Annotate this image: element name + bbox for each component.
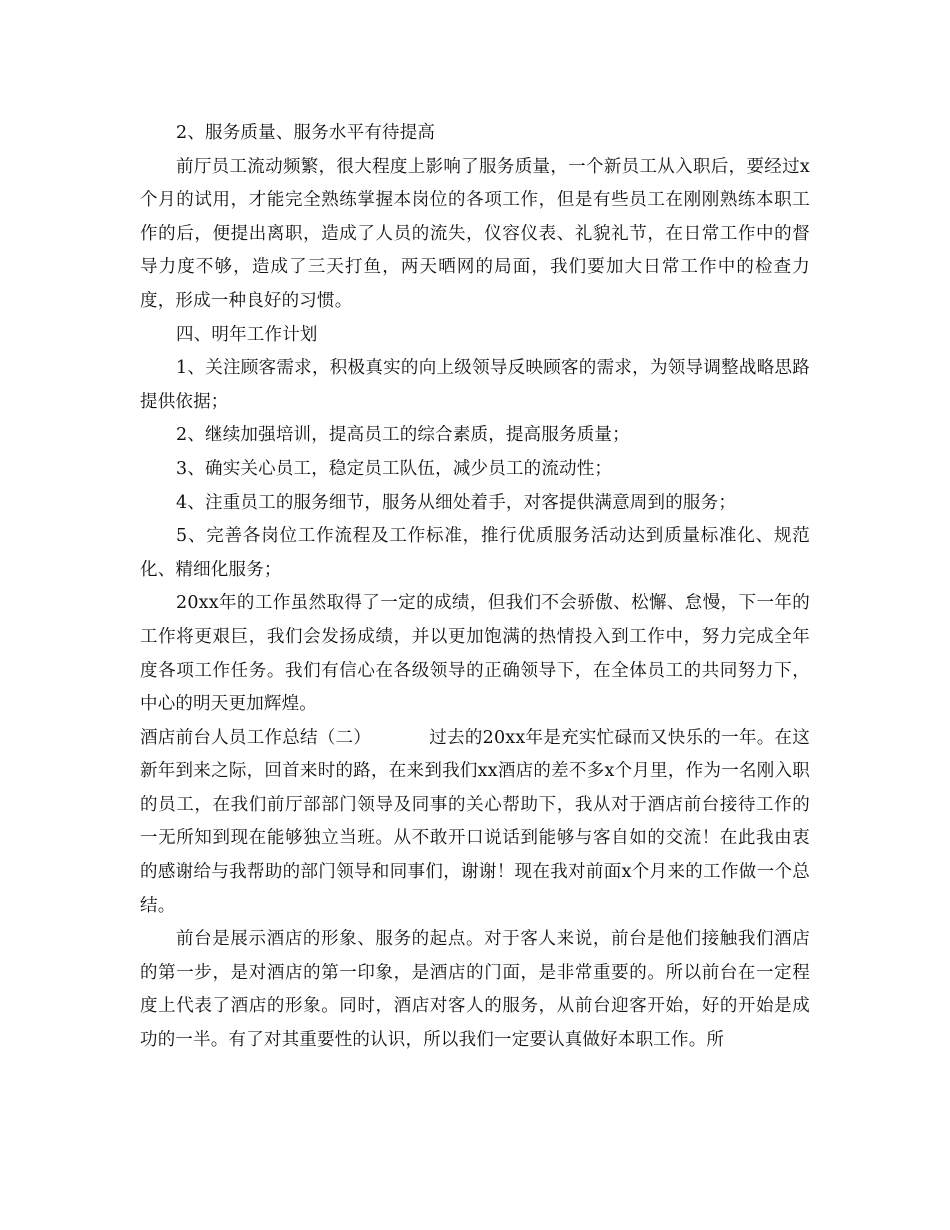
section-intro: 过去的20xx年是充实忙碌而又快乐的一年。在这新年到来之际，回首来时的路，在来到我们xx酒店的差不多x个月里，作为一名刚入职的员工，在我们前厅部部门领导及同事的关心帮助下，我从对于酒店前台接待工作的一无所知到现在能够独立当班。从不敢开口说话到能够与客自如的交流！在此我由衷的感谢给与我帮助的部门领导和同事们，谢谢！现在我对前面x个月来的工作做一个总结。 [140,727,810,916]
section-two-paragraph [140,722,810,924]
section-title: 酒店前台人员工作总结（二） [140,727,372,748]
paragraph-conclusion: 20xx年的工作虽然取得了一定的成绩，但我们不会骄傲、松懈、怠慢，下一年的工作将更艰巨，我们会发扬成绩，并以更加饱满的热情投入到工作中，努力完成全年度各项工作任务。我们有信心在各级领导的正确领导下，在全体员工的共同努力下，中心的明天更加辉煌。 [140,593,810,715]
plan-item-3: 3、确实关心员工，稳定员工队伍，减少员工的流动性； [176,458,613,479]
plan-item-4: 4、注重员工的服务细节，服务从细处着手，对客提供满意周到的服务； [176,492,737,513]
heading-next-year-plan: 四、明年工作计划 [176,324,318,345]
plan-item-1: 1、关注顾客需求，积极真实的向上级领导反映顾客的需求，为领导调整战略思路提供依据； [140,358,810,412]
plan-item-2: 2、继续加强培训，提高员工的综合素质，提高服务质量； [176,425,630,446]
paragraph-staff-turnover: 前厅员工流动频繁，很大程度上影响了服务质量，一个新员工从入职后，要经过x个月的试用，才能完全熟练掌握本岗位的各项工作，但是有些员工在刚刚熟练本职工作的后，便提出离职，造成了人员的流失，仪容仪表、礼貌礼节，在日常工作中的督导力度不够，造成了三天打鱼，两天晒网的局面，我们要加大日常工作中的检查力度，形成一种良好的习惯。 [140,156,810,311]
heading-service-quality: 2、服务质量、服务水平有待提高 [176,123,436,143]
document-body [140,117,810,1058]
paragraph-front-desk-image: 前台是展示酒店的形象、服务的起点。对于客人来说，前台是他们接触我们酒店的第一步，是对酒店的第一印象，是酒店的门面，是非常重要的。所以前台在一定程度上代表了酒店的形象。同时，酒店对客人的服务，从前台迎客开始，好的开始是成功的一半。有了对其重要性的认识，所以我们一定要认真做好本职工作。所 [140,929,810,1051]
plan-item-5: 5、完善各岗位工作流程及工作标准，推行优质服务活动达到质量标准化、规范化、精细化服务； [140,526,810,580]
